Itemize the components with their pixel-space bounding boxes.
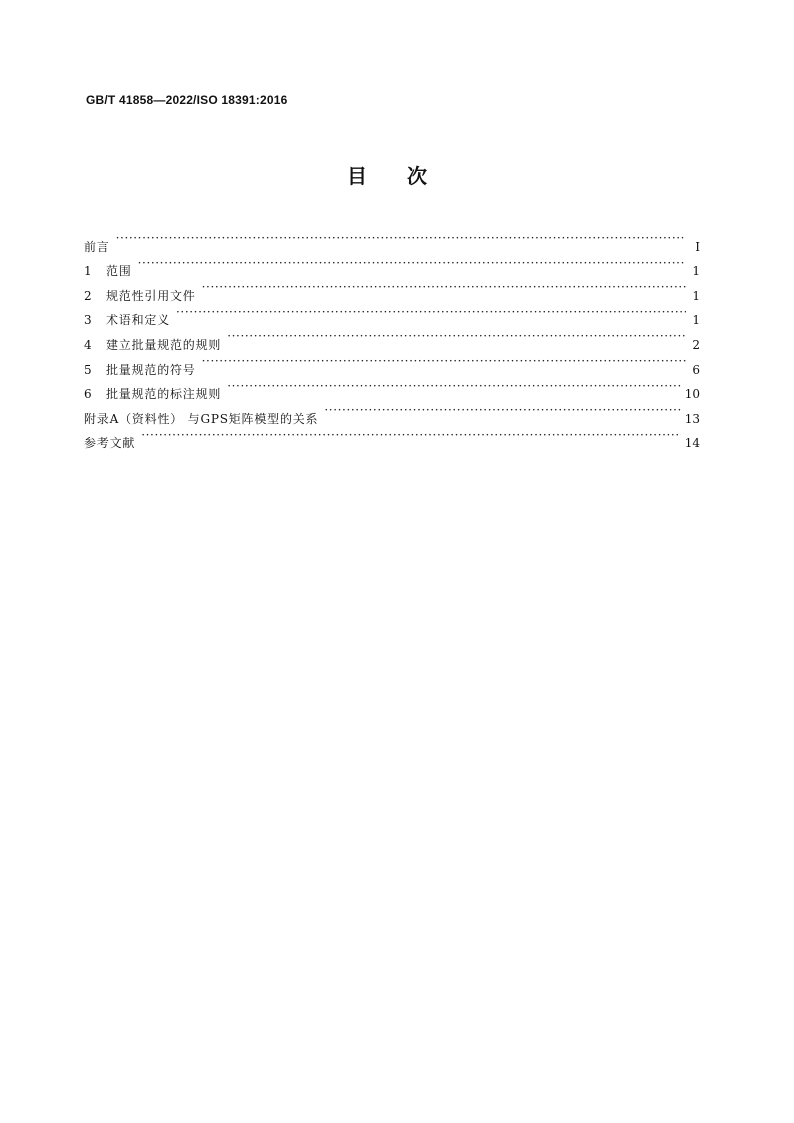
toc-entry-page: 1 [692,313,700,328]
toc-entry-scope[interactable] [84,251,700,279]
toc-entry-page: 14 [684,436,700,451]
toc-entry-rules[interactable] [84,324,700,352]
toc-entry-label: 参考文献 [84,436,136,451]
toc-entry-number: 5 [84,362,92,377]
toc-entry-terms-definitions[interactable] [84,300,700,328]
toc-leader-dots [202,275,686,300]
standard-number: GB/T 41858—2022/ISO 18391:2016 [86,93,288,107]
toc-leader-dots [116,226,686,251]
toc-entry-number: 4 [84,337,92,352]
toc-entry-label: 范围 [106,264,132,279]
table-of-contents [84,226,700,451]
toc-leader-dots [227,374,681,399]
toc-entry-label: 批量规范的符号 [106,362,196,377]
toc-title: 目次 [347,164,467,188]
toc-entry-page: 13 [684,411,700,426]
toc-entry-label: 建立批量规范的规则 [106,337,222,352]
toc-entry-foreword[interactable] [84,226,700,254]
toc-entry-label: 附录A（资料性） 与GPS矩阵模型的关系 [84,411,319,426]
toc-entry-label: 规范性引用文件 [106,288,196,303]
toc-entry-normative-references[interactable] [84,275,700,303]
toc-leader-dots [138,251,686,276]
toc-entry-page: 1 [692,288,700,303]
toc-entry-page: Ⅰ [695,239,700,254]
toc-leader-dots [202,349,686,374]
toc-entry-number: 1 [84,264,92,279]
toc-leader-dots [176,300,686,325]
toc-entry-number: 3 [84,313,92,328]
toc-entry-number: 2 [84,288,92,303]
toc-entry-page: 10 [684,387,700,402]
toc-leader-dots [227,324,686,349]
toc-entry-label: 术语和定义 [106,313,171,328]
toc-leader-dots [324,398,680,423]
toc-entry-label: 前言 [84,239,110,254]
toc-leader-dots [141,423,681,448]
toc-entry-label: 批量规范的标注规则 [106,387,222,402]
toc-entry-bibliography[interactable] [84,423,700,451]
toc-entry-number: 6 [84,387,92,402]
toc-entry-page: 1 [692,264,700,279]
toc-entry-page: 2 [692,337,700,352]
toc-entry-page: 6 [692,362,700,377]
